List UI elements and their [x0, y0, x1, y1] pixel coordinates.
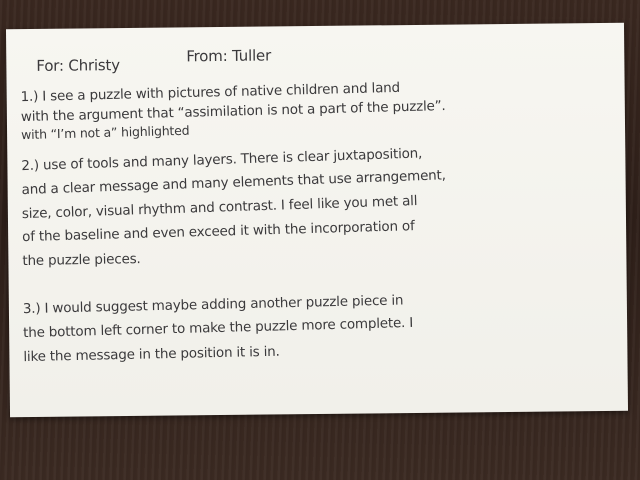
- note-line: with the argument that “assimilation is not a part of the puzzle”.: [20, 97, 446, 126]
- note-line: 3.) I would suggest maybe adding another puzzle piece in: [22, 292, 404, 318]
- note-line: the puzzle pieces.: [22, 251, 141, 270]
- note-line: 1.) I see a puzzle with pictures of native children and land: [20, 79, 401, 106]
- index-card: [6, 23, 628, 417]
- note-line: with “I’m not a” highlighted: [20, 122, 190, 143]
- note-line: size, color, visual rhythm and contrast. I feel like you met all: [21, 192, 418, 223]
- note-line: 2.) use of tools and many layers. There is clear juxtaposition,: [21, 145, 423, 175]
- sender-label: From: Tuller: [186, 46, 272, 66]
- note-line: of the baseline and even exceed it with the incorporation of: [21, 218, 415, 246]
- recipient-label: For: Christy: [36, 56, 120, 75]
- note-line: the bottom left corner to make the puzzle more complete. I: [22, 314, 414, 342]
- note-line: and a clear message and many elements that use arrangement,: [21, 167, 446, 199]
- note-line: like the message in the position it is in.: [23, 343, 280, 366]
